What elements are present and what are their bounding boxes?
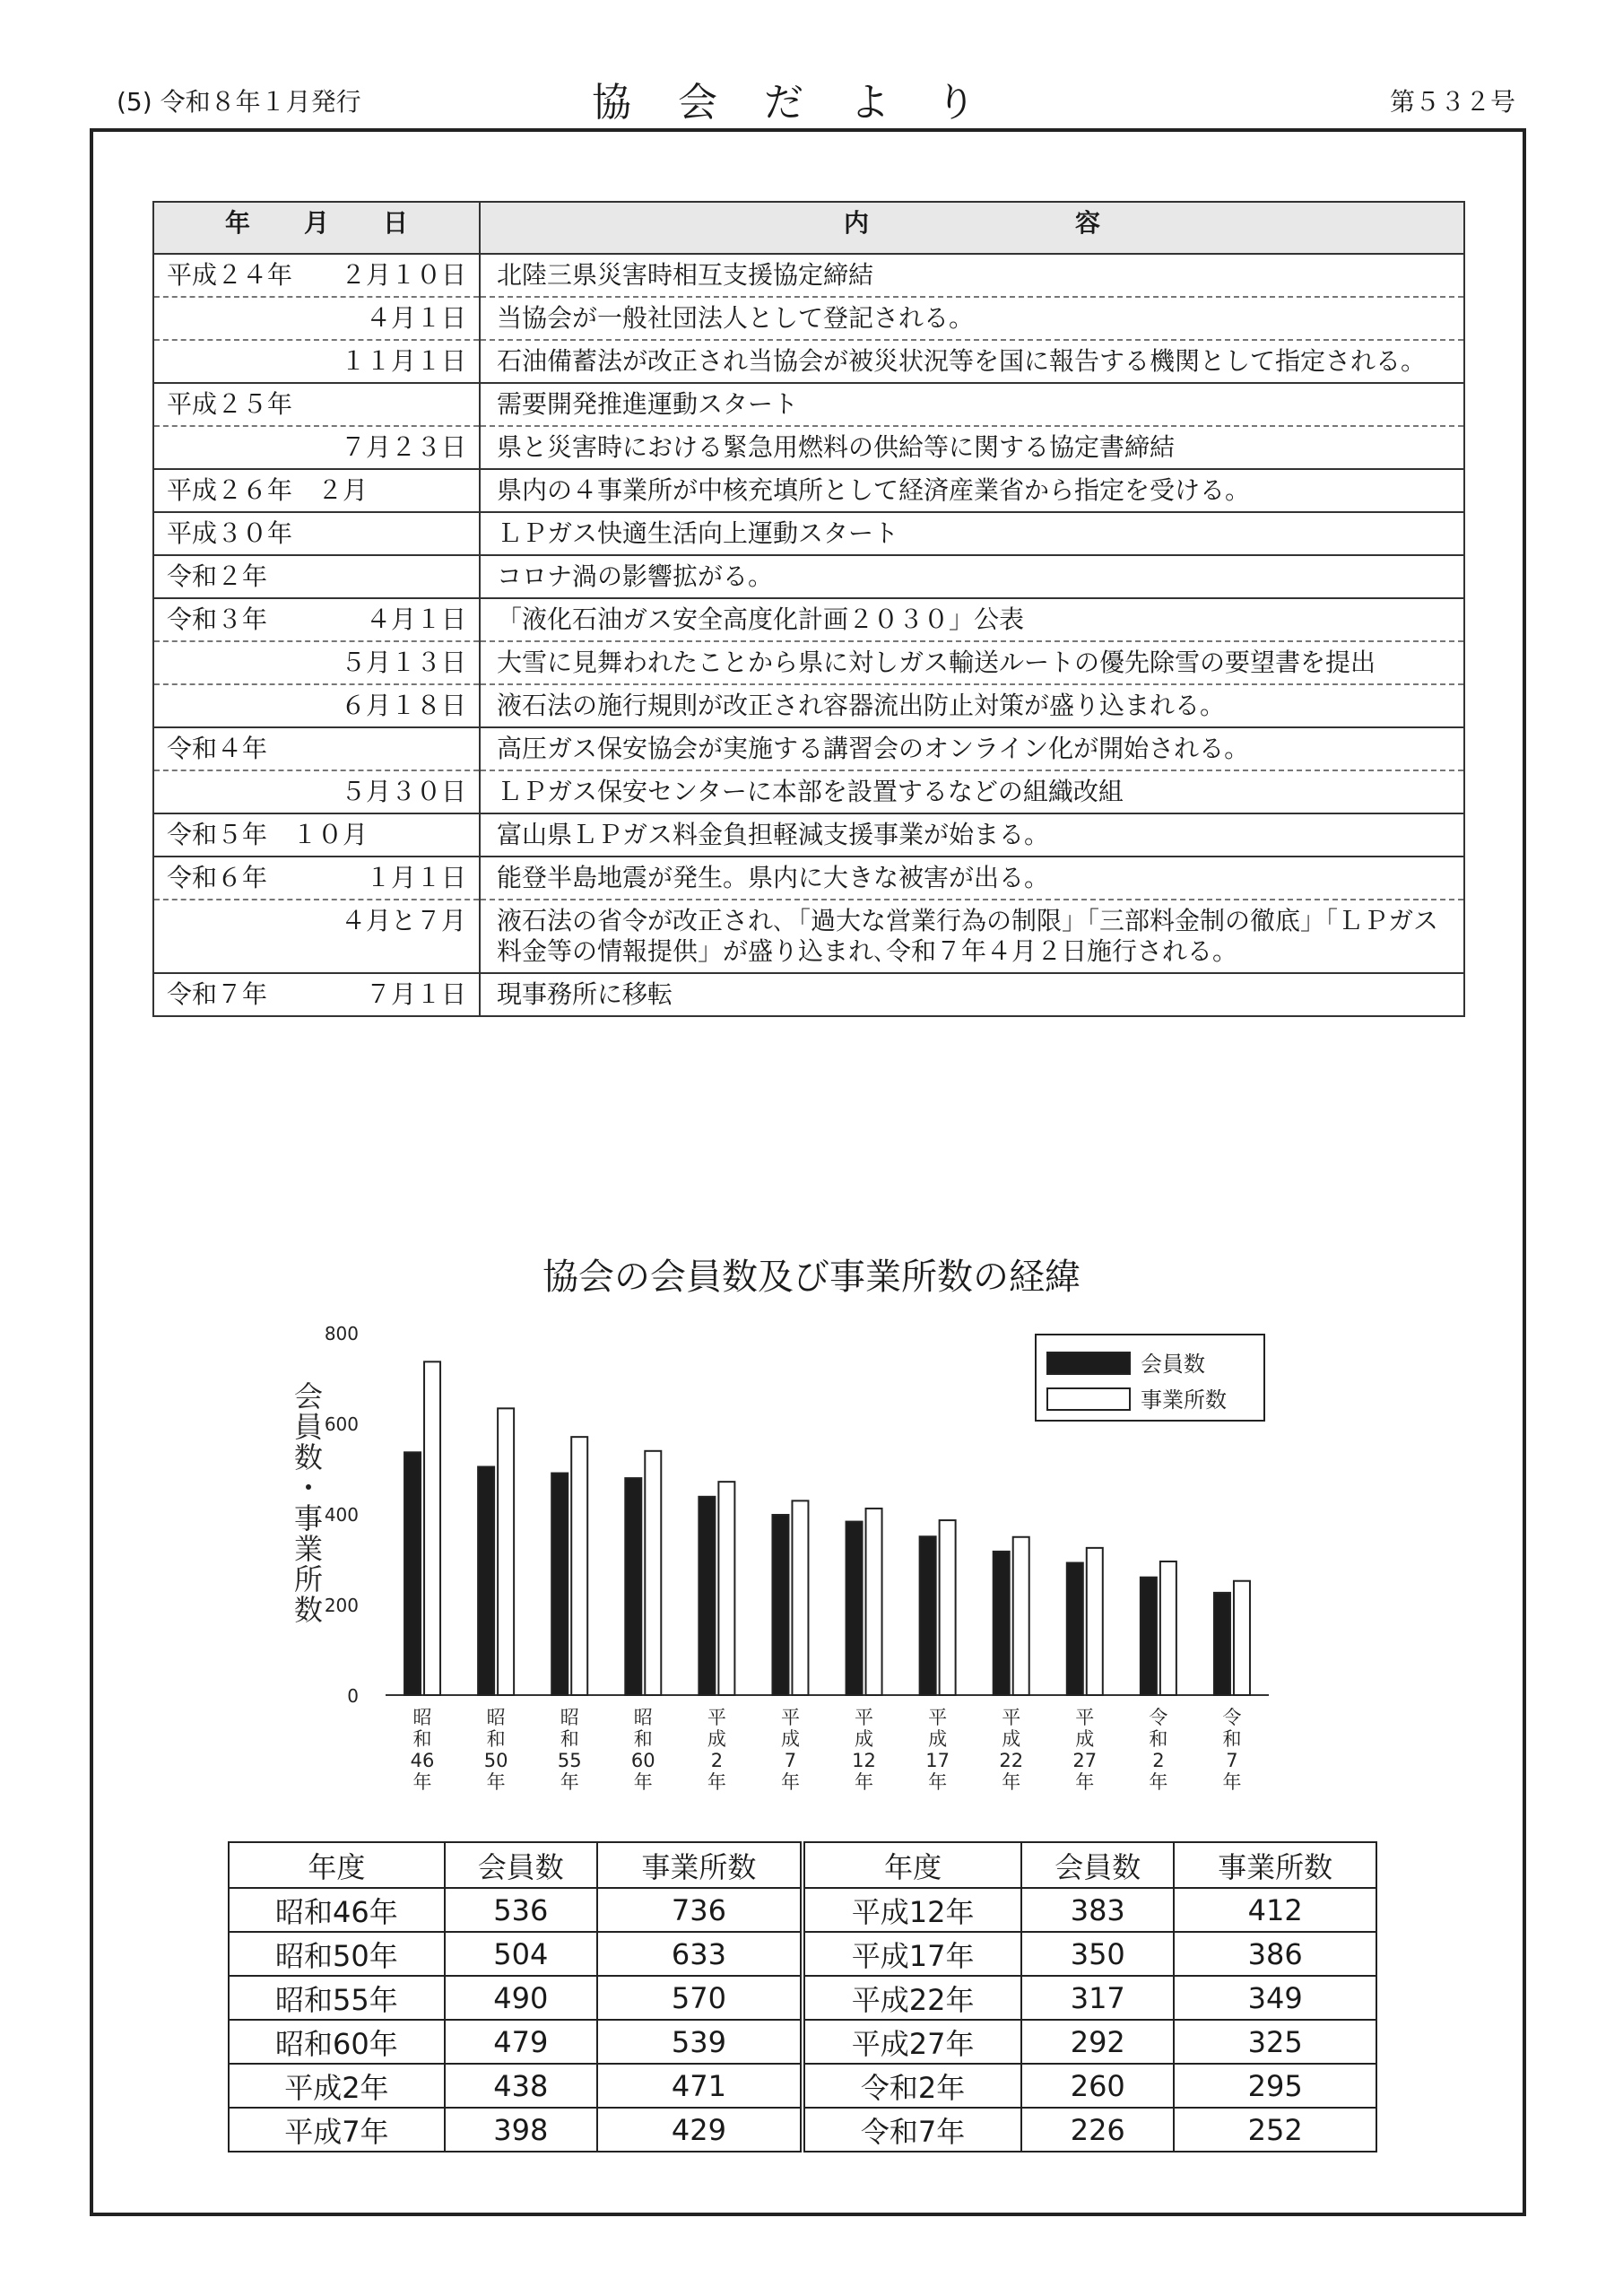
history-date (153, 297, 480, 340)
data-table-row (229, 1888, 1376, 1932)
history-row (153, 340, 1464, 383)
bar-members (994, 1552, 1010, 1695)
bar-offices (1160, 1561, 1176, 1695)
x-tick-label: 昭 (633, 1707, 653, 1728)
history-date (153, 555, 480, 598)
x-tick-label: 50 (483, 1750, 508, 1771)
x-tick-label: 平 (707, 1707, 726, 1728)
y-tick-label: 200 (324, 1595, 359, 1616)
history-row (153, 770, 1464, 813)
history-row (153, 469, 1464, 512)
history-content: 石油備蓄法が改正され当協会が被災状況等を国に報告する機関として指定される。 (480, 340, 1464, 383)
bar-offices (792, 1500, 808, 1695)
history-content: コロナ渦の影響拡がる。 (480, 555, 1464, 598)
history-year: 平成２５年 (167, 389, 293, 419)
bar-members (478, 1466, 494, 1695)
x-tick-label: 昭 (486, 1707, 506, 1728)
history-row (153, 641, 1464, 684)
title-char: 協 (592, 80, 631, 126)
history-row (153, 727, 1464, 770)
bar-offices (718, 1482, 734, 1695)
history-content: ＬＰガス保安センターに本部を設置するなどの組織改組 (480, 770, 1464, 813)
history-date (153, 973, 480, 1016)
table-cell: 536 (445, 1888, 597, 1932)
x-tick-label: 成 (1075, 1728, 1095, 1750)
bar-members (1067, 1563, 1083, 1695)
history-content: 需要開発推進運動スタート (480, 383, 1464, 426)
x-tick-label: 年 (412, 1771, 432, 1793)
x-tick-label: 成 (855, 1728, 874, 1750)
history-date (153, 727, 480, 770)
x-tick-label: 55 (557, 1750, 582, 1771)
x-tick-label: 年 (633, 1771, 653, 1793)
history-date (153, 383, 480, 426)
column-header: 事業所数 (1174, 1842, 1376, 1888)
bar-members (920, 1536, 936, 1695)
bar-members (1141, 1578, 1157, 1695)
date-column-header (153, 202, 480, 254)
membership-data-table (228, 1841, 1377, 2152)
x-tick-label: 昭 (560, 1707, 579, 1728)
x-tick-label: 成 (707, 1728, 726, 1750)
table-cell: 350 (1021, 1932, 1174, 1976)
x-tick-label: 成 (928, 1728, 948, 1750)
header-char: 年 (224, 208, 250, 238)
table-cell: 252 (1174, 2108, 1376, 2152)
x-tick-label: 年 (1222, 1771, 1242, 1793)
history-row (153, 297, 1464, 340)
column-header: 会員数 (445, 1842, 597, 1888)
x-tick-label: 和 (1222, 1728, 1242, 1750)
x-tick-label: 令 (1222, 1707, 1242, 1728)
history-month-day: １１月１日 (340, 346, 466, 376)
x-tick-label: 和 (486, 1728, 506, 1750)
table-cell: 539 (597, 2020, 803, 2064)
history-year: 令和５年 １０月 (167, 820, 369, 849)
history-year: 令和３年 (167, 604, 268, 634)
bar-members (551, 1474, 568, 1695)
history-row (153, 813, 1464, 857)
history-row (153, 426, 1464, 469)
bar-offices (1087, 1548, 1103, 1695)
membership-bar-chart (269, 1309, 1291, 1812)
history-date (153, 857, 480, 900)
chart-title: 協会の会員数及び事業所数の経緯 (542, 1257, 1081, 1298)
table-cell: 昭和60年 (229, 2020, 445, 2064)
table-cell: 昭和46年 (229, 1888, 445, 1932)
header-char: 日 (383, 208, 409, 238)
x-tick-label: 年 (1149, 1771, 1168, 1793)
x-tick-label: 平 (928, 1707, 948, 1728)
x-tick-label: 平 (780, 1707, 800, 1728)
table-cell: 325 (1174, 2020, 1376, 2064)
history-year: 令和２年 (167, 561, 268, 591)
x-tick-label: 年 (486, 1771, 506, 1793)
x-tick-label: 22 (999, 1750, 1024, 1771)
history-date (153, 684, 480, 727)
table-cell: 317 (1021, 1976, 1174, 2020)
x-tick-label: 年 (560, 1771, 579, 1793)
bar-members (699, 1497, 715, 1695)
table-cell: 633 (597, 1932, 803, 1976)
x-tick-label: 2 (710, 1750, 724, 1771)
x-tick-label: 60 (630, 1750, 655, 1771)
x-tick-label: 平 (855, 1707, 874, 1728)
history-date (153, 770, 480, 813)
history-date (153, 641, 480, 684)
table-cell: 438 (445, 2064, 597, 2108)
x-tick-label: 成 (1002, 1728, 1021, 1750)
history-date (153, 426, 480, 469)
header-char: 容 (1075, 208, 1101, 238)
history-content: ＬＰガス快適生活向上運動スタート (480, 512, 1464, 555)
legend-label: 事業所数 (1141, 1387, 1227, 1413)
y-axis-label: 会員数・事業所数 (290, 1381, 324, 1625)
data-table-row (229, 2020, 1376, 2064)
history-content: 能登半島地震が発生。県内に大きな被害が出る。 (480, 857, 1464, 900)
title-char: り (936, 80, 976, 126)
x-tick-label: 和 (1149, 1728, 1168, 1750)
history-content: 液石法の施行規則が改正され容器流出防止対策が盛り込まれる。 (480, 684, 1464, 727)
history-content: 「液化石油ガス安全高度化計画２０３０」公表 (480, 598, 1464, 641)
table-cell: 平成17年 (803, 1932, 1021, 1976)
legend-swatch (1047, 1352, 1130, 1374)
bar-offices (571, 1437, 587, 1695)
x-tick-label: 平 (1002, 1707, 1021, 1728)
history-content: 現事務所に移転 (480, 973, 1464, 1016)
history-date (153, 512, 480, 555)
history-date (153, 598, 480, 641)
table-cell: 平成12年 (803, 1888, 1021, 1932)
data-table-row (229, 1932, 1376, 1976)
history-content: 大雪に見舞われたことから県に対しガス輸送ルートの優先除雪の要望書を提出 (480, 641, 1464, 684)
x-tick-label: 17 (925, 1750, 950, 1771)
x-tick-label: 成 (780, 1728, 800, 1750)
history-month-day: ６月１８日 (340, 691, 466, 720)
history-month-day: ２月１０日 (340, 260, 466, 290)
bar-members (846, 1522, 863, 1695)
bar-members (1214, 1593, 1230, 1695)
column-header: 事業所数 (597, 1842, 803, 1888)
table-cell: 570 (597, 1976, 803, 2020)
bar-offices (1013, 1537, 1029, 1695)
history-row (153, 512, 1464, 555)
title-char: よ (850, 80, 890, 126)
history-year: 平成３０年 (167, 518, 293, 548)
history-content: 液石法の省令が改正され､「過大な営業行為の制限」「三部料金制の徹底」「ＬＰガス料金等の情報提供」が盛り込まれ､令和７年４月２日施行される。 (480, 900, 1464, 973)
data-table-row (229, 1976, 1376, 2020)
history-row (153, 598, 1464, 641)
issue-number: 第５３２号 (1389, 87, 1515, 117)
history-content: 高圧ガス保安協会が実施する講習会のオンライン化が開始される。 (480, 727, 1464, 770)
x-tick-label: 2 (1152, 1750, 1165, 1771)
column-header: 年度 (803, 1842, 1021, 1888)
bar-members (404, 1452, 421, 1695)
table-cell: 386 (1174, 1932, 1376, 1976)
history-month-day: ７月２３日 (340, 432, 466, 462)
history-month-day: ４月１日 (365, 604, 466, 634)
legend-label: 会員数 (1141, 1352, 1205, 1377)
title-char: 会 (678, 80, 717, 126)
content-column-header (480, 202, 1464, 254)
history-year: 平成２６年 ２月 (167, 475, 369, 505)
header-char: 月 (303, 208, 329, 238)
history-row (153, 900, 1464, 973)
table-cell: 490 (445, 1976, 597, 2020)
table-cell: 295 (1174, 2064, 1376, 2108)
bar-offices (645, 1451, 661, 1695)
data-table-row (229, 2064, 1376, 2108)
table-cell: 令和2年 (803, 2064, 1021, 2108)
x-tick-label: 昭 (412, 1707, 432, 1728)
x-tick-label: 年 (780, 1771, 800, 1793)
table-cell: 471 (597, 2064, 803, 2108)
title-char: だ (764, 80, 803, 126)
x-tick-label: 和 (412, 1728, 432, 1750)
newsletter-title (592, 70, 1022, 127)
x-tick-label: 年 (855, 1771, 874, 1793)
history-row (153, 254, 1464, 297)
history-month-day: ５月３０日 (340, 777, 466, 806)
history-content: 県内の４事業所が中核充填所として経済産業省から指定を受ける。 (480, 469, 1464, 512)
table-cell: 736 (597, 1888, 803, 1932)
table-cell: 383 (1021, 1888, 1174, 1932)
y-tick-label: 0 (347, 1685, 359, 1707)
data-table-header-row (229, 1842, 1376, 1888)
x-tick-label: 年 (1075, 1771, 1095, 1793)
table-cell: 平成27年 (803, 2020, 1021, 2064)
table-cell: 398 (445, 2108, 597, 2152)
history-row (153, 684, 1464, 727)
table-cell: 504 (445, 1932, 597, 1976)
history-row (153, 857, 1464, 900)
x-tick-label: 27 (1072, 1750, 1098, 1771)
history-month-day: ４月１日 (365, 303, 466, 333)
bar-members (625, 1478, 641, 1695)
history-month-day: ７月１日 (365, 979, 466, 1009)
x-tick-label: 年 (928, 1771, 948, 1793)
y-tick-label: 800 (324, 1323, 359, 1344)
column-header: 年度 (229, 1842, 445, 1888)
issue-date: (5) 令和８年１月発行 (117, 87, 361, 117)
x-tick-label: 令 (1149, 1707, 1168, 1728)
history-row (153, 555, 1464, 598)
table-cell: 平成22年 (803, 1976, 1021, 2020)
x-tick-label: 平 (1075, 1707, 1095, 1728)
table-cell: 昭和55年 (229, 1976, 445, 2020)
history-year: 令和６年 (167, 863, 268, 892)
legend-swatch (1047, 1388, 1130, 1410)
x-tick-label: 年 (1002, 1771, 1021, 1793)
table-cell: 226 (1021, 2108, 1174, 2152)
bar-offices (866, 1509, 882, 1695)
history-year: 令和７年 (167, 979, 268, 1009)
history-row (153, 973, 1464, 1016)
y-tick-label: 400 (324, 1504, 359, 1526)
table-cell: 349 (1174, 1976, 1376, 2020)
bar-offices (940, 1520, 956, 1695)
history-content: 北陸三県災害時相互支援協定締結 (480, 254, 1464, 297)
bar-offices (498, 1408, 514, 1695)
history-table (152, 201, 1465, 1017)
table-cell: 平成7年 (229, 2108, 445, 2152)
history-month-day: ４月と７月 (340, 906, 466, 935)
column-header: 会員数 (1021, 1842, 1174, 1888)
history-row (153, 383, 1464, 426)
history-content: 県と災害時における緊急用燃料の供給等に関する協定書締結 (480, 426, 1464, 469)
bar-offices (424, 1361, 440, 1695)
history-date (153, 340, 480, 383)
history-date (153, 813, 480, 857)
history-year: 令和４年 (167, 734, 268, 763)
table-cell: 260 (1021, 2064, 1174, 2108)
header-char: 内 (843, 208, 869, 238)
x-tick-label: 年 (707, 1771, 726, 1793)
x-tick-label: 12 (852, 1750, 876, 1771)
table-cell: 平成2年 (229, 2064, 445, 2108)
table-cell: 292 (1021, 2020, 1174, 2064)
y-tick-label: 600 (324, 1413, 359, 1435)
table-cell: 479 (445, 2020, 597, 2064)
x-tick-label: 7 (1226, 1750, 1238, 1771)
history-content: 富山県ＬＰガス料金負担軽減支援事業が始まる。 (480, 813, 1464, 857)
bar-offices (1234, 1581, 1250, 1695)
history-year: 平成２４年 (167, 260, 293, 290)
table-cell: 429 (597, 2108, 803, 2152)
history-date (153, 900, 480, 973)
x-tick-label: 46 (410, 1750, 435, 1771)
table-cell: 令和7年 (803, 2108, 1021, 2152)
x-tick-label: 和 (560, 1728, 579, 1750)
data-table-row (229, 2108, 1376, 2152)
x-tick-label: 7 (784, 1750, 797, 1771)
table-cell: 昭和50年 (229, 1932, 445, 1976)
table-cell: 412 (1174, 1888, 1376, 1932)
bar-members (772, 1515, 788, 1695)
history-date (153, 254, 480, 297)
x-tick-label: 和 (633, 1728, 653, 1750)
history-month-day: １月１日 (365, 863, 466, 892)
history-month-day: ５月１３日 (340, 648, 466, 677)
history-date (153, 469, 480, 512)
history-content: 当協会が一般社団法人として登記される。 (480, 297, 1464, 340)
